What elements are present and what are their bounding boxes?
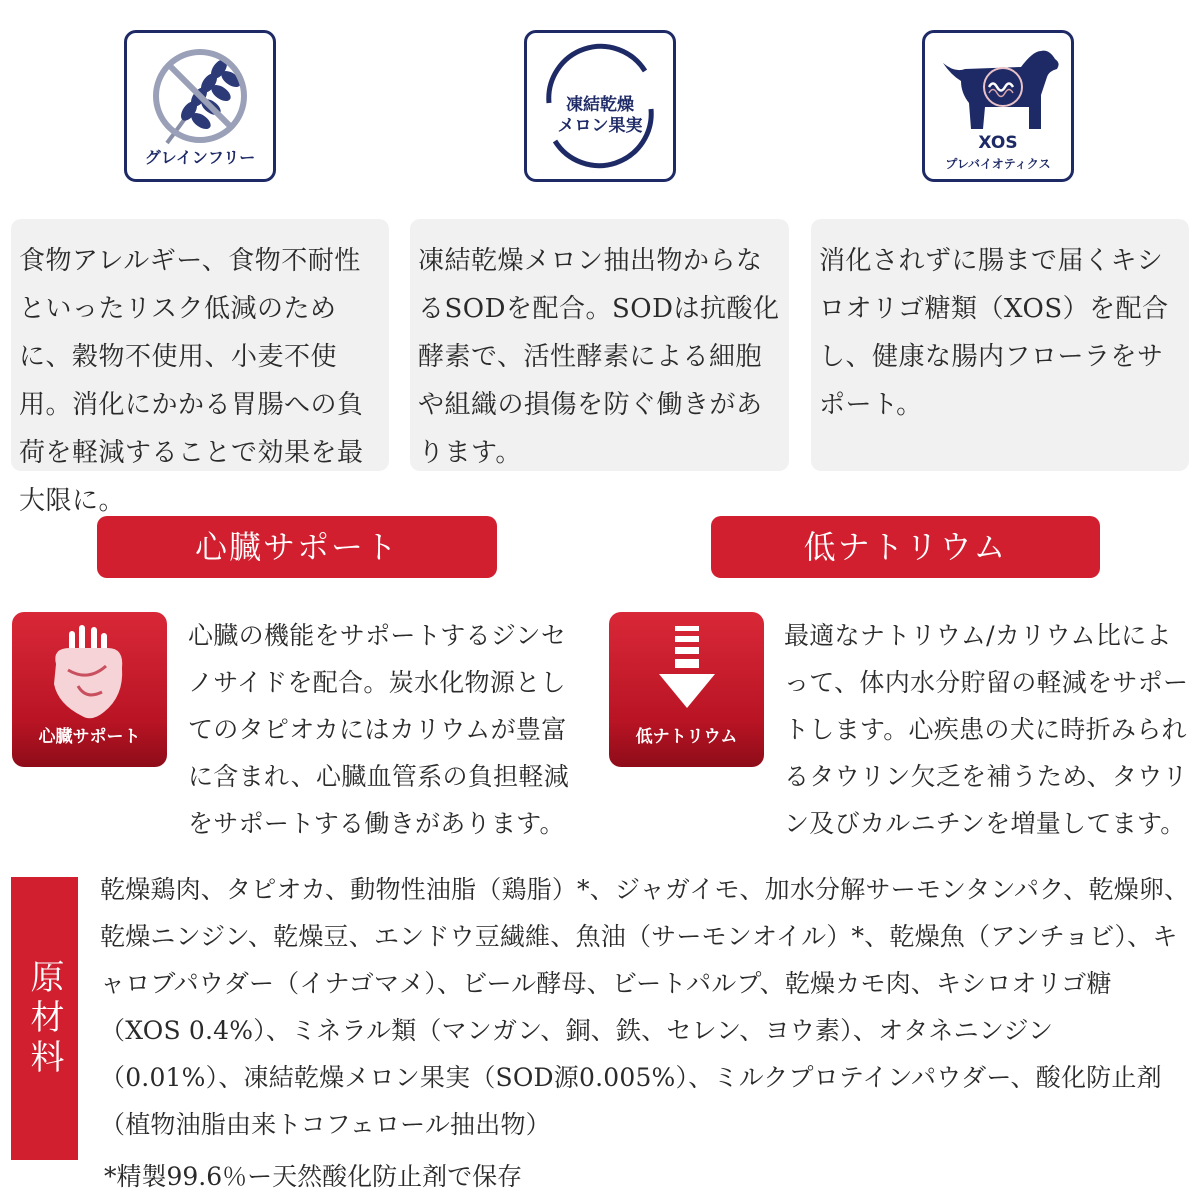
xos-label: XOS: [978, 133, 1018, 153]
melon-label-line2: メロン果実: [557, 116, 643, 136]
low-sodium-description: 最適なナトリウム/カリウム比によって、体内水分貯留の軽減をサポートします。心疾患の犬に時折みられるタウリン欠乏を補うため、タウリン及びカルニチンを増量してます。: [784, 621, 1189, 838]
low-sodium-icon-tile: [609, 612, 764, 767]
freeze-dried-melon-badge: [524, 30, 676, 182]
heart-support-heading: 心臓サポート: [97, 516, 497, 578]
xos-card: [811, 219, 1189, 471]
ingredients-title: 原材料: [24, 958, 64, 1079]
heart-support-icon-tile: [12, 612, 167, 767]
grain-free-label: グレインフリー: [144, 148, 256, 167]
grain-free-card: [11, 219, 389, 516]
prebiotics-label: プレバイオティクス: [945, 157, 1051, 171]
low-sodium-heading: 低ナトリウム: [711, 516, 1100, 578]
sod-card: [410, 219, 789, 471]
melon-label-line1: 凍結乾燥: [566, 95, 634, 115]
xos-description: 消化されずに腸まで届くキシロオリゴ糖類（XOS）を配合し、健康な腸内フローラをサポート。: [819, 246, 1169, 420]
xos-prebiotics-badge: [922, 30, 1074, 182]
heart-support-icon-label: 心臓サポート: [38, 727, 141, 747]
grain-free-badge: [124, 30, 276, 182]
sod-description: 凍結乾燥メロン抽出物からなるSODを配合。SODは抗酸化酵素で、活性酵素による細胞や組織の損傷を防ぐ働きがあります。: [418, 246, 780, 468]
ingredients-label-bar: [11, 877, 78, 1160]
low-sodium-icon-label: 低ナトリウム: [635, 727, 738, 747]
ingredients-note: *精製99.6％ー天然酸化防止剤で保存: [104, 1162, 523, 1191]
heart-support-description: 心臓の機能をサポートするジンセノサイドを配合。炭水化物源としてのタピオカにはカリウムが豊富に含まれ、心臓血管系の負担軽減をサポートする働きがあります。: [188, 621, 570, 838]
grain-free-description: 食物アレルギー、食物不耐性といったリスク低減のために、穀物不使用、小麦不使用。消化にかかる胃腸への負荷を軽減することで効果を最大限に。: [19, 246, 364, 516]
ingredients-list: 乾燥鶏肉、タピオカ、動物性油脂（鶏脂）*、ジャガイモ、加水分解サーモンタンパク、乾燥卵、乾燥ニンジン、乾燥豆、エンドウ豆繊維、魚油（サーモンオイル）*、乾燥魚（アンチョビ）、キャロブパウダー（イナゴマメ）、ビール酵母、ビートパルプ、乾燥カモ肉、キシロオリゴ糖（XOS 0.4%）、ミネラル類（マンガン、銅、鉄、セレン、ヨウ素）、オタネニンジン（0.01%）、凍結乾燥メロン果実（SOD源0.005%）、ミルクプロテインパウダー、酸化防止剤（植物油脂由来トコフェロール抽出物）: [100, 875, 1190, 1139]
